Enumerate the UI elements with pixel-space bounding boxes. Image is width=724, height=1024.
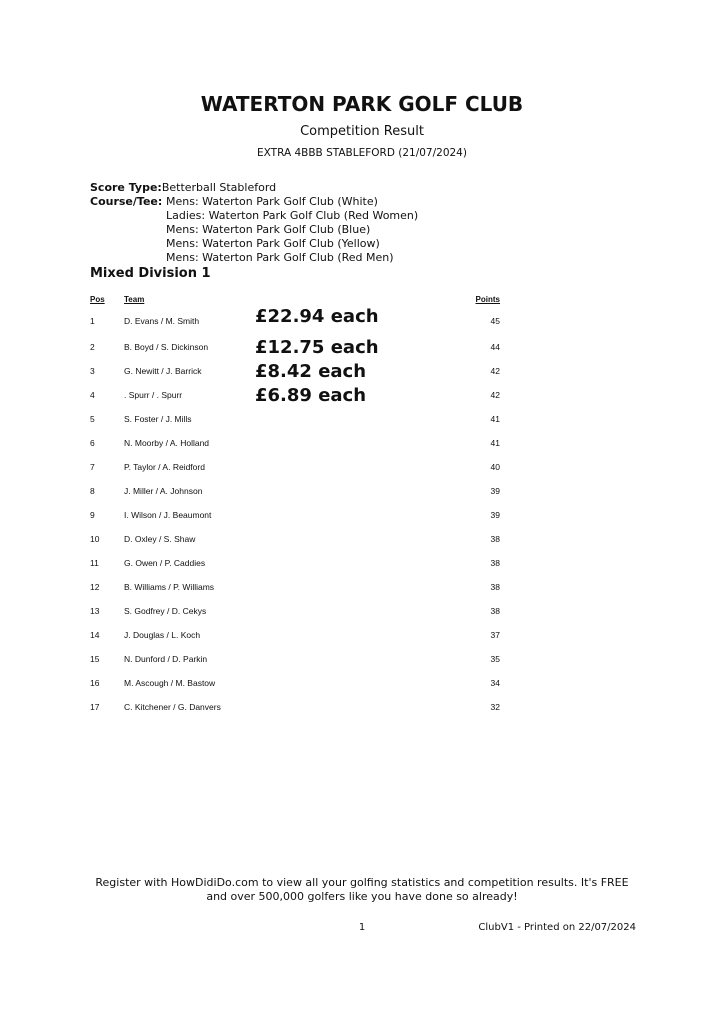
- row-points: 39: [490, 486, 500, 496]
- row-points: 37: [490, 630, 500, 640]
- row-prize: £6.89 each: [255, 385, 367, 406]
- row-team: D. Oxley / S. Shaw: [124, 534, 196, 544]
- register-line: Register with HowDidiDo.com to view all your golfing statistics and competition results. It's FREE: [95, 876, 629, 889]
- row-points: 44: [490, 342, 500, 352]
- header-team: Team: [124, 295, 145, 304]
- row-points: 35: [490, 654, 500, 664]
- row-team: B. Boyd / S. Dickinson: [124, 342, 209, 352]
- row-position: 6: [90, 438, 95, 448]
- row-team: J. Douglas / L. Koch: [124, 630, 201, 640]
- row-points: 38: [490, 582, 500, 592]
- competition-info: [90, 181, 418, 265]
- row-points: 39: [490, 510, 500, 520]
- row-prize: £22.94 each: [255, 306, 379, 327]
- row-points: 42: [490, 390, 500, 400]
- row-points: 34: [490, 678, 500, 688]
- competition-name: EXTRA 4BBB STABLEFORD (21/07/2024): [257, 147, 467, 159]
- row-position: 5: [90, 414, 95, 424]
- row-position: 14: [90, 630, 100, 640]
- course-tee-value: Ladies: Waterton Park Golf Club (Red Women): [166, 209, 419, 222]
- row-team: G. Owen / P. Caddies: [124, 558, 206, 568]
- row-position: 1: [90, 316, 95, 326]
- row-points: 45: [490, 316, 500, 326]
- row-points: 41: [490, 414, 500, 424]
- row-team: D. Evans / M. Smith: [124, 316, 200, 326]
- score-type-label: Score Type:: [90, 181, 162, 194]
- header-points: Points: [475, 295, 500, 304]
- row-position: 7: [90, 462, 95, 472]
- row-position: 12: [90, 582, 100, 592]
- course-tee-label: Course/Tee:: [90, 195, 163, 208]
- row-points: 38: [490, 606, 500, 616]
- row-prize: £12.75 each: [255, 337, 379, 358]
- row-team: . Spurr / . Spurr: [124, 390, 183, 400]
- row-position: 11: [90, 558, 99, 568]
- course-tee-value: Mens: Waterton Park Golf Club (Blue): [166, 223, 371, 236]
- row-points: 38: [490, 558, 500, 568]
- document-type: Competition Result: [300, 124, 424, 139]
- row-team: M. Ascough / M. Bastow: [124, 678, 216, 688]
- row-position: 17: [90, 702, 100, 712]
- printed-date: ClubV1 - Printed on 22/07/2024: [478, 922, 636, 933]
- row-team: J. Miller / A. Johnson: [124, 486, 203, 496]
- row-points: 32: [490, 702, 500, 712]
- row-points: 42: [490, 366, 500, 376]
- row-position: 3: [90, 366, 95, 376]
- register-message: [90, 876, 634, 904]
- row-points: 40: [490, 462, 500, 472]
- row-position: 2: [90, 342, 95, 352]
- row-position: 15: [90, 654, 100, 664]
- row-points: 38: [490, 534, 500, 544]
- row-team: B. Williams / P. Williams: [124, 582, 215, 592]
- row-team: C. Kitchener / G. Danvers: [124, 702, 221, 712]
- score-type-row: [90, 181, 418, 195]
- row-points: 41: [490, 438, 500, 448]
- register-line: and over 500,000 golfers like you have done so already!: [206, 890, 518, 903]
- header-pos: Pos: [90, 295, 105, 304]
- row-team: I. Wilson / J. Beaumont: [124, 510, 212, 520]
- course-tee-value: Mens: Waterton Park Golf Club (White): [166, 195, 378, 208]
- division-title: Mixed Division 1: [90, 266, 211, 281]
- row-position: 8: [90, 486, 95, 496]
- row-team: N. Moorby / A. Holland: [124, 438, 210, 448]
- row-position: 10: [90, 534, 100, 544]
- page-number: 1: [358, 922, 366, 933]
- row-position: 13: [90, 606, 100, 616]
- row-team: S. Godfrey / D. Cekys: [124, 606, 207, 616]
- row-team: N. Dunford / D. Parkin: [124, 654, 208, 664]
- row-team: P. Taylor / A. Reidford: [124, 462, 205, 472]
- course-tee-value: Mens: Waterton Park Golf Club (Yellow): [166, 237, 380, 250]
- score-type-value: Betterball Stableford: [161, 181, 277, 194]
- row-team: S. Foster / J. Mills: [124, 414, 192, 424]
- row-position: 16: [90, 678, 100, 688]
- row-position: 4: [90, 390, 95, 400]
- club-name: WATERTON PARK GOLF CLUB: [200, 92, 524, 116]
- course-tee-value: Mens: Waterton Park Golf Club (Red Men): [166, 251, 394, 264]
- row-prize: £8.42 each: [255, 361, 367, 382]
- row-position: 9: [90, 510, 95, 520]
- row-team: G. Newitt / J. Barrick: [124, 366, 202, 376]
- course-tee-row: [90, 195, 418, 209]
